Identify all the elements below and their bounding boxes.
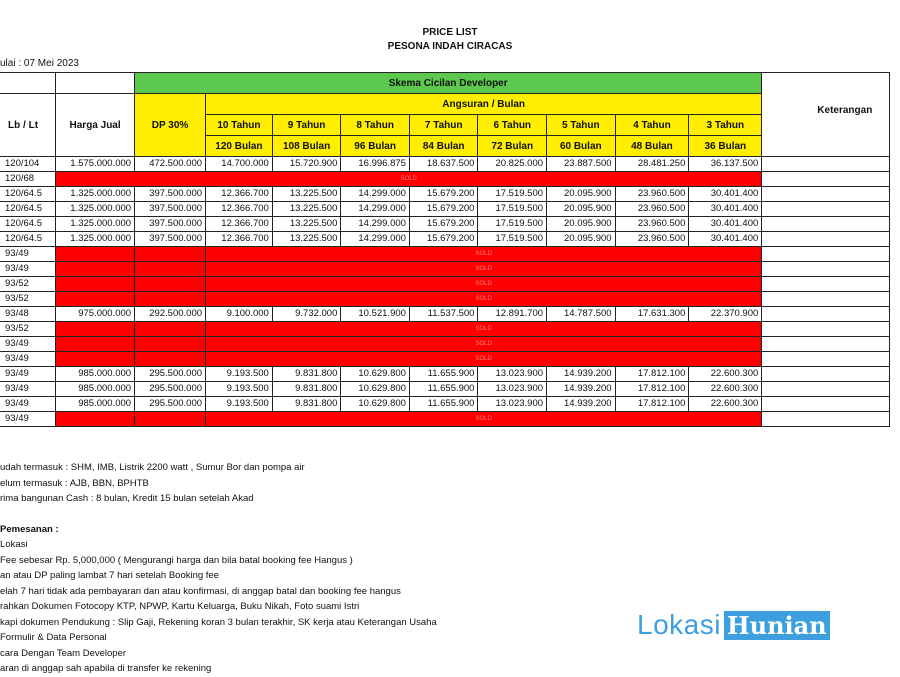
unit-type-cell: 93/49 xyxy=(0,262,56,277)
price-row xyxy=(0,232,890,247)
installment-cell: 14.299.000 xyxy=(341,217,410,232)
sold-cell: SOLD xyxy=(206,262,762,277)
installment-cell: 15.679.200 xyxy=(409,202,478,217)
pemesanan-step: an atau DP paling lambat 7 hari setelah Booking fee xyxy=(0,570,220,581)
installment-cell: 22.600.300 xyxy=(689,382,762,397)
sold-dp-cell xyxy=(135,322,206,337)
price-row xyxy=(0,217,890,232)
installment-cell: 13.225.500 xyxy=(272,232,341,247)
tenor-years-header: 9 Tahun xyxy=(272,115,341,136)
sold-dp-cell xyxy=(135,277,206,292)
harga-cell: 985.000.000 xyxy=(56,382,135,397)
dp-cell: 397.500.000 xyxy=(135,202,206,217)
tenor-years-header: 7 Tahun xyxy=(409,115,478,136)
pemesanan-step: elah 7 hari tidak ada pembayaran dan atau konfirmasi, di anggap batal dan booking fee hangus xyxy=(0,585,401,597)
installment-cell: 11.537.500 xyxy=(409,307,478,322)
installment-cell: 20.825.000 xyxy=(478,157,547,172)
price-row xyxy=(0,172,890,187)
sold-harga-cell xyxy=(56,292,135,307)
dp-cell: 295.500.000 xyxy=(135,367,206,382)
installment-cell: 13.023.900 xyxy=(478,397,547,412)
keterangan-cell xyxy=(762,232,890,247)
installment-cell: 12.366.700 xyxy=(206,217,273,232)
installment-cell: 15.679.200 xyxy=(409,232,478,247)
installment-cell: 14.939.200 xyxy=(547,382,616,397)
installment-cell: 17.519.500 xyxy=(478,217,547,232)
installment-cell: 13.225.500 xyxy=(272,202,341,217)
installment-cell: 17.519.500 xyxy=(478,232,547,247)
tenor-months-header: 48 Bulan xyxy=(615,136,689,157)
installment-cell: 14.939.200 xyxy=(547,367,616,382)
installment-cell: 11.655.900 xyxy=(409,382,478,397)
tenor-years-header: 10 Tahun xyxy=(206,115,273,136)
installment-cell: 30.401.400 xyxy=(689,232,762,247)
unit-type-cell: 93/52 xyxy=(0,277,56,292)
price-table xyxy=(0,72,890,427)
installment-cell: 12.366.700 xyxy=(206,202,273,217)
installment-cell: 14.299.000 xyxy=(341,202,410,217)
installment-cell: 23.960.500 xyxy=(615,202,689,217)
installment-cell: 9.193.500 xyxy=(206,367,273,382)
tenor-years-header: 8 Tahun xyxy=(341,115,410,136)
installment-cell: 13.023.900 xyxy=(478,367,547,382)
installment-cell: 12.366.700 xyxy=(206,187,273,202)
tenor-months-header: 60 Bulan xyxy=(547,136,616,157)
sold-harga-cell xyxy=(56,247,135,262)
installment-cell: 12.891.700 xyxy=(478,307,547,322)
tenor-months-header: 120 Bulan xyxy=(206,136,273,157)
harga-cell: 1.325.000.000 xyxy=(56,187,135,202)
installment-cell: 9.732.000 xyxy=(272,307,341,322)
unit-type-cell: 93/49 xyxy=(0,367,56,382)
installment-cell: 30.401.400 xyxy=(689,187,762,202)
pemesanan-title: Pemesanan : xyxy=(0,523,59,535)
keterangan-cell xyxy=(762,337,890,352)
keterangan-header: Keterangan xyxy=(762,73,890,157)
price-row xyxy=(0,382,890,397)
installment-cell: 17.812.100 xyxy=(615,382,689,397)
price-row xyxy=(0,307,890,322)
tenor-months-header: 36 Bulan xyxy=(689,136,762,157)
installment-cell: 17.812.100 xyxy=(615,397,689,412)
dp-cell: 295.500.000 xyxy=(135,382,206,397)
dp-cell: 397.500.000 xyxy=(135,232,206,247)
installment-cell: 10.629.800 xyxy=(341,397,410,412)
pemesanan-step: Formulir & Data Personal xyxy=(0,632,107,643)
installment-cell: 30.401.400 xyxy=(689,217,762,232)
sold-cell: SOLD xyxy=(206,412,762,427)
harga-cell: 1.325.000.000 xyxy=(56,232,135,247)
price-row xyxy=(0,247,890,262)
installment-cell: 17.631.300 xyxy=(615,307,689,322)
installment-cell: 20.095.900 xyxy=(547,187,616,202)
installment-cell: 22.600.300 xyxy=(689,367,762,382)
installment-cell: 15.679.200 xyxy=(409,217,478,232)
price-row xyxy=(0,367,890,382)
harga-cell: 1.575.000.000 xyxy=(56,157,135,172)
installment-cell: 9.831.800 xyxy=(272,382,341,397)
sold-dp-cell xyxy=(135,337,206,352)
sold-harga-cell xyxy=(56,352,135,367)
skema-header: Skema Cicilan Developer xyxy=(135,73,762,94)
price-row xyxy=(0,202,890,217)
installment-cell: 20.095.900 xyxy=(547,217,616,232)
installment-cell: 9.831.800 xyxy=(272,367,341,382)
installment-cell: 13.023.900 xyxy=(478,382,547,397)
installment-cell: 23.887.500 xyxy=(547,157,616,172)
pemesanan-step: aran di anggap sah apabila di transfer ke rekening xyxy=(0,663,212,674)
tenor-months-header: 96 Bulan xyxy=(341,136,410,157)
price-row xyxy=(0,277,890,292)
installment-cell: 16.996.875 xyxy=(341,157,410,172)
sold-harga-cell xyxy=(56,322,135,337)
installment-cell: 14.787.500 xyxy=(547,307,616,322)
tenor-years-header: 3 Tahun xyxy=(689,115,762,136)
unit-type-cell: 93/49 xyxy=(0,352,56,367)
unit-type-cell: 93/52 xyxy=(0,292,56,307)
sold-cell: SOLD xyxy=(206,322,762,337)
keterangan-cell xyxy=(762,307,890,322)
unit-type-cell: 120/64.5 xyxy=(0,202,56,217)
keterangan-cell xyxy=(762,322,890,337)
installment-cell: 23.960.500 xyxy=(615,187,689,202)
unit-type-cell: 120/68 xyxy=(0,172,56,187)
installment-cell: 11.655.900 xyxy=(409,397,478,412)
tenor-years-header: 5 Tahun xyxy=(547,115,616,136)
installment-cell: 9.100.000 xyxy=(206,307,273,322)
sold-dp-cell xyxy=(135,247,206,262)
keterangan-cell xyxy=(762,202,890,217)
sold-dp-cell xyxy=(135,292,206,307)
keterangan-cell xyxy=(762,172,890,187)
keterangan-cell xyxy=(762,292,890,307)
installment-cell: 14.299.000 xyxy=(341,232,410,247)
logo-word-lokasi: Lokasi xyxy=(637,609,721,640)
unit-type-cell: 93/49 xyxy=(0,412,56,427)
price-row xyxy=(0,292,890,307)
installment-cell: 10.629.800 xyxy=(341,367,410,382)
sold-dp-cell xyxy=(135,262,206,277)
keterangan-cell xyxy=(762,187,890,202)
installment-cell: 17.812.100 xyxy=(615,367,689,382)
pemesanan-step: Lokasi xyxy=(0,539,28,550)
installment-cell: 13.225.500 xyxy=(272,187,341,202)
sold-cell: SOLD xyxy=(206,337,762,352)
unit-type-cell: 120/64.5 xyxy=(0,217,56,232)
unit-type-cell: 120/64.5 xyxy=(0,232,56,247)
dp-cell: 295.500.000 xyxy=(135,397,206,412)
dp-cell: 397.500.000 xyxy=(135,217,206,232)
pemesanan-step: cara Dengan Team Developer xyxy=(0,647,127,659)
unit-type-cell: 93/49 xyxy=(0,397,56,412)
lokasihunian-watermark-logo xyxy=(637,608,830,643)
price-row xyxy=(0,397,890,412)
lb-lt-header: Lb / Lt xyxy=(0,94,56,157)
unit-type-cell: 93/49 xyxy=(0,382,56,397)
keterangan-cell xyxy=(762,262,890,277)
harga-cell: 1.325.000.000 xyxy=(56,202,135,217)
installment-cell: 20.095.900 xyxy=(547,202,616,217)
logo-word-hunian: Hunian xyxy=(724,611,830,640)
sold-cell: SOLD xyxy=(206,292,762,307)
installment-cell: 12.366.700 xyxy=(206,232,273,247)
page-title: PRICE LIST xyxy=(422,27,478,38)
keterangan-cell xyxy=(762,217,890,232)
sold-harga-cell xyxy=(56,277,135,292)
sold-cell: SOLD xyxy=(56,172,762,187)
price-row xyxy=(0,157,890,172)
pemesanan-step: Fee sebesar Rp. 5,000,000 ( Mengurangi harga dan bila batal booking fee Hangus ) xyxy=(0,554,353,566)
installment-cell: 11.655.900 xyxy=(409,367,478,382)
tenor-months-header: 108 Bulan xyxy=(272,136,341,157)
installment-cell: 17.519.500 xyxy=(478,202,547,217)
sold-cell: SOLD xyxy=(206,247,762,262)
angsuran-header: Angsuran / Bulan xyxy=(206,94,762,115)
tenor-years-header: 4 Tahun xyxy=(615,115,689,136)
sold-dp-cell xyxy=(135,412,206,427)
sold-cell: SOLD xyxy=(206,277,762,292)
installment-cell: 14.299.000 xyxy=(341,187,410,202)
unit-type-cell: 93/52 xyxy=(0,322,56,337)
unit-type-cell: 93/49 xyxy=(0,337,56,352)
installment-cell: 18.637.500 xyxy=(409,157,478,172)
keterangan-cell xyxy=(762,397,890,412)
tenor-years-header: 6 Tahun xyxy=(478,115,547,136)
installment-cell: 36.137.500 xyxy=(689,157,762,172)
installment-cell: 22.370.900 xyxy=(689,307,762,322)
installment-cell: 30.401.400 xyxy=(689,202,762,217)
installment-cell: 20.095.900 xyxy=(547,232,616,247)
price-row xyxy=(0,262,890,277)
price-row xyxy=(0,322,890,337)
installment-cell: 23.960.500 xyxy=(615,232,689,247)
note-line: udah termasuk : SHM, IMB, Listrik 2200 watt , Sumur Bor dan pompa air xyxy=(0,462,305,473)
installment-cell: 14.700.000 xyxy=(206,157,273,172)
unit-type-cell: 120/64.5 xyxy=(0,187,56,202)
harga-cell: 975.000.000 xyxy=(56,307,135,322)
harga-cell: 985.000.000 xyxy=(56,397,135,412)
harga-cell: 985.000.000 xyxy=(56,367,135,382)
installment-cell: 14.939.200 xyxy=(547,397,616,412)
harga-jual-header: Harga Jual xyxy=(56,94,135,157)
installment-cell: 9.193.500 xyxy=(206,397,273,412)
keterangan-cell xyxy=(762,367,890,382)
installment-cell: 15.720.900 xyxy=(272,157,341,172)
keterangan-cell xyxy=(762,352,890,367)
installment-cell: 15.679.200 xyxy=(409,187,478,202)
unit-type-cell: 120/104 xyxy=(0,157,56,172)
keterangan-cell xyxy=(762,412,890,427)
pemesanan-step: rahkan Dokumen Fotocopy KTP, NPWP, Kartu Keluarga, Buku Nikah, Foto suami Istri xyxy=(0,601,360,612)
note-line: elum termasuk : AJB, BBN, BPHTB xyxy=(0,477,149,489)
installment-cell: 23.960.500 xyxy=(615,217,689,232)
tenor-months-header: 84 Bulan xyxy=(409,136,478,157)
keterangan-cell xyxy=(762,157,890,172)
note-line: rima bangunan Cash : 8 bulan, Kredit 15 bulan setelah Akad xyxy=(0,493,254,504)
installment-cell: 13.225.500 xyxy=(272,217,341,232)
price-row xyxy=(0,352,890,367)
dp-cell: 397.500.000 xyxy=(135,187,206,202)
sold-dp-cell xyxy=(135,352,206,367)
project-name: PESONA INDAH CIRACAS xyxy=(387,41,513,52)
effective-date: ulai : 07 Mei 2023 xyxy=(0,58,79,69)
unit-type-cell: 93/48 xyxy=(0,307,56,322)
keterangan-cell xyxy=(762,247,890,262)
price-row xyxy=(0,337,890,352)
dp-cell: 292.500.000 xyxy=(135,307,206,322)
tenor-months-header: 72 Bulan xyxy=(478,136,547,157)
installment-cell: 28.481.250 xyxy=(615,157,689,172)
pemesanan-step: kapi dokumen Pendukung : Slip Gaji, Rekening koran 3 bulan terakhir, SK kerja atau Keterangan Usaha xyxy=(0,616,437,628)
keterangan-cell xyxy=(762,382,890,397)
harga-cell: 1.325.000.000 xyxy=(56,217,135,232)
installment-cell: 10.521.900 xyxy=(341,307,410,322)
unit-type-cell: 93/49 xyxy=(0,247,56,262)
installment-cell: 9.831.800 xyxy=(272,397,341,412)
installment-cell: 22.600.300 xyxy=(689,397,762,412)
sold-harga-cell xyxy=(56,412,135,427)
sold-harga-cell xyxy=(56,337,135,352)
keterangan-cell xyxy=(762,277,890,292)
installment-cell: 10.629.800 xyxy=(341,382,410,397)
terms-notes xyxy=(0,460,437,677)
dp-header: DP 30% xyxy=(135,94,206,157)
price-row xyxy=(0,412,890,427)
price-row xyxy=(0,187,890,202)
dp-cell: 472.500.000 xyxy=(135,157,206,172)
installment-cell: 17.519.500 xyxy=(478,187,547,202)
sold-harga-cell xyxy=(56,262,135,277)
installment-cell: 9.193.500 xyxy=(206,382,273,397)
sold-cell: SOLD xyxy=(206,352,762,367)
